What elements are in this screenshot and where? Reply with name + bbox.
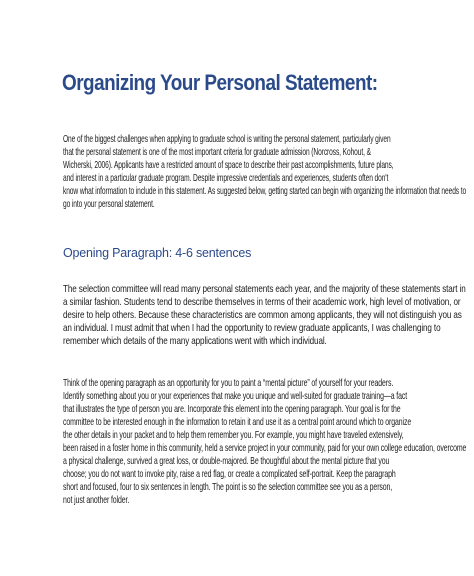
paragraph-line: desire to help others. Because these characteristics are common among applicants, they will not distinguish you as bbox=[63, 310, 462, 321]
paragraph-line: not just another folder. bbox=[63, 495, 130, 506]
paragraph-line: remember which details of the many applications went with which individual. bbox=[63, 336, 327, 347]
paragraph-line: a similar fashion. Students tend to describe themselves in terms of their academic work, high level of motivation, or bbox=[63, 297, 461, 308]
intro-line: One of the biggest challenges when applying to graduate school is writing the personal statement, particularly given bbox=[63, 134, 391, 145]
opening-paragraph-1 bbox=[63, 283, 474, 348]
intro-paragraph bbox=[63, 133, 474, 211]
paragraph-line: short and focused, four to six sentences in length. The point is so the selection committee see you as a person, bbox=[63, 482, 393, 493]
document-title: Organizing Your Personal Statement: bbox=[62, 70, 378, 95]
intro-line: and interest in a particular graduate program. Despite impressive credentials and experiences, students often don't bbox=[63, 173, 389, 184]
opening-paragraph-2 bbox=[63, 377, 474, 507]
intro-line: go into your personal statement. bbox=[63, 199, 155, 210]
intro-line: Wicherski, 2006). Applicants have a restricted amount of space to describe their past accomplishments, future plans, bbox=[63, 160, 394, 171]
paragraph-line: committee to be interested enough in the information to retain it and use it as a central point around which to organize bbox=[63, 417, 412, 428]
paragraph-line: Think of the opening paragraph as an opportunity for you to paint a “mental picture” of yourself for your readers. bbox=[63, 378, 394, 389]
paragraph-line: an individual. I must admit that when I had the opportunity to review graduate applicants, I was challenging to bbox=[63, 323, 441, 334]
section-heading: Opening Paragraph: 4-6 sentences bbox=[63, 246, 252, 260]
paragraph-line: been raised in a foster home in this community, held a service project in your community, paid for your own college education, overcome bbox=[63, 443, 467, 454]
intro-line: know what information to include in this statement. As suggested below, getting started can begin with organizing the information that needs to bbox=[63, 186, 467, 197]
paragraph-line: a physical challenge, survived a great loss, or double-majored. Be thoughtful about the mental picture that you bbox=[63, 456, 390, 467]
paragraph-line: choose; you do not want to invoke pity, raise a red flag, or create a complicated self-portrait. Keep the paragraph bbox=[63, 469, 396, 480]
paragraph-line: The selection committee will read many personal statements each year, and the majority of these statements start in bbox=[63, 284, 466, 295]
paragraph-line: the other details in your packet and to help them remember you. For example, you might have traveled extensively, bbox=[63, 430, 404, 441]
paragraph-line: Identify something about you or your experiences that make you unique and well-suited for graduate training—a fact bbox=[63, 391, 408, 402]
paragraph-line: that illustrates the type of person you are. Incorporate this element into the opening paragraph. Your goal is for the bbox=[63, 404, 401, 415]
intro-line: that the personal statement is one of the most important criteria for graduate admission (Norcross, Kohout, & bbox=[63, 147, 371, 158]
